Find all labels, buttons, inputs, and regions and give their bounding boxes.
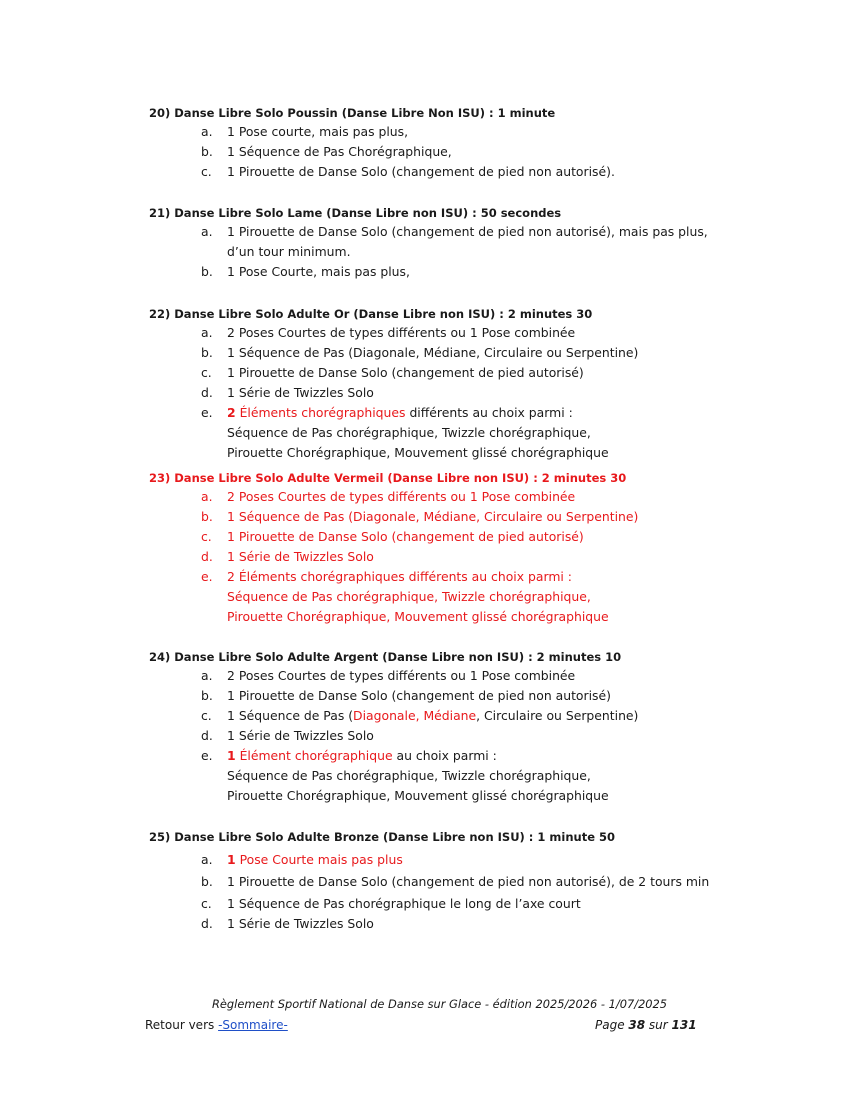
item-list (149, 323, 789, 463)
list-item: e. 2 Éléments chorégraphiques différents au choix parmi : Séquence de Pas chorégraphique, Twizzle chorégraphique, Pirouette Chorégraphique, Mouvement glissé chorégraphique (201, 405, 609, 460)
section-heading: 23) Danse Libre Solo Adulte Vermeil (Danse Libre non ISU) : 2 minutes 30 (149, 471, 627, 485)
section-20 (149, 104, 789, 182)
item-list (149, 122, 789, 182)
list-item: c. 1 Séquence de Pas chorégraphique le long de l’axe court (201, 896, 581, 911)
section-23 (149, 469, 789, 627)
sommaire-link[interactable]: -Sommaire- (218, 1018, 288, 1032)
section-heading: 24) Danse Libre Solo Adulte Argent (Danse Libre non ISU) : 2 minutes 10 (149, 650, 622, 664)
list-item: a. 1 Pose Courte mais pas plus (201, 852, 403, 867)
list-item: b. 1 Pose Courte, mais pas plus, (201, 264, 410, 279)
list-item: b. 1 Séquence de Pas (Diagonale, Médiane, Circulaire ou Serpentine) (201, 345, 639, 360)
list-item: d. 1 Série de Twizzles Solo (201, 385, 374, 400)
list-item: a. 2 Poses Courtes de types différents ou 1 Pose combinée (201, 489, 576, 504)
total-pages: 131 (671, 1018, 697, 1032)
list-item: c. 1 Pirouette de Danse Solo (changement de pied autorisé) (201, 529, 584, 544)
list-item: d. 1 Série de Twizzles Solo (201, 549, 374, 564)
section-21 (149, 204, 789, 282)
list-item: e. 1 Élément chorégraphique au choix parmi : Séquence de Pas chorégraphique, Twizzle chorégraphique, Pirouette Chorégraphique, Mouvement glissé chorégraphique (201, 748, 609, 803)
list-item: a. 2 Poses Courtes de types différents ou 1 Pose combinée (201, 668, 576, 683)
section-heading: 20) Danse Libre Solo Poussin (Danse Libre Non ISU) : 1 minute (149, 106, 556, 120)
item-list (149, 850, 789, 934)
section-heading: 21) Danse Libre Solo Lame (Danse Libre non ISU) : 50 secondes (149, 206, 562, 220)
item-list (149, 222, 789, 282)
footer-back: Retour vers -Sommaire- (145, 1018, 288, 1032)
list-item: b. 1 Séquence de Pas Chorégraphique, (201, 144, 452, 159)
list-item: d. 1 Série de Twizzles Solo (201, 728, 374, 743)
list-item: a. 1 Pirouette de Danse Solo (changement de pied non autorisé), mais pas plus, d’un tour minimum. (201, 224, 708, 259)
item-list (149, 487, 789, 627)
section-heading: 25) Danse Libre Solo Adulte Bronze (Danse Libre non ISU) : 1 minute 50 (149, 830, 616, 844)
list-item: c. 1 Séquence de Pas (Diagonale, Médiane, Circulaire ou Serpentine) (201, 708, 639, 723)
list-item: c. 1 Pirouette de Danse Solo (changement de pied autorisé) (201, 365, 584, 380)
list-item: b. 1 Pirouette de Danse Solo (changement de pied non autorisé) (201, 688, 611, 703)
list-item: e. 2 Éléments chorégraphiques différents au choix parmi : Séquence de Pas chorégraphique, Twizzle chorégraphique, Pirouette Chorégraphique, Mouvement glissé chorégraphique (201, 569, 609, 624)
list-item: c. 1 Pirouette de Danse Solo (changement de pied non autorisé). (201, 164, 615, 179)
list-item: b. 1 Pirouette de Danse Solo (changement de pied non autorisé), de 2 tours min (201, 874, 710, 889)
list-item: a. 2 Poses Courtes de types différents ou 1 Pose combinée (201, 325, 576, 340)
section-heading: 22) Danse Libre Solo Adulte Or (Danse Libre non ISU) : 2 minutes 30 (149, 307, 593, 321)
section-22 (149, 305, 789, 463)
item-list (149, 666, 789, 806)
list-item: b. 1 Séquence de Pas (Diagonale, Médiane, Circulaire ou Serpentine) (201, 509, 639, 524)
list-item: d. 1 Série de Twizzles Solo (201, 916, 374, 931)
page-number: Page 38 sur 131 (595, 1018, 697, 1032)
section-25 (149, 828, 789, 934)
list-item: a. 1 Pose courte, mais pas plus, (201, 124, 409, 139)
section-24 (149, 648, 789, 806)
footer-title: Règlement Sportif National de Danse sur Glace - édition 2025/2026 - 1/07/2025 (212, 997, 668, 1011)
current-page: 38 (628, 1018, 646, 1032)
